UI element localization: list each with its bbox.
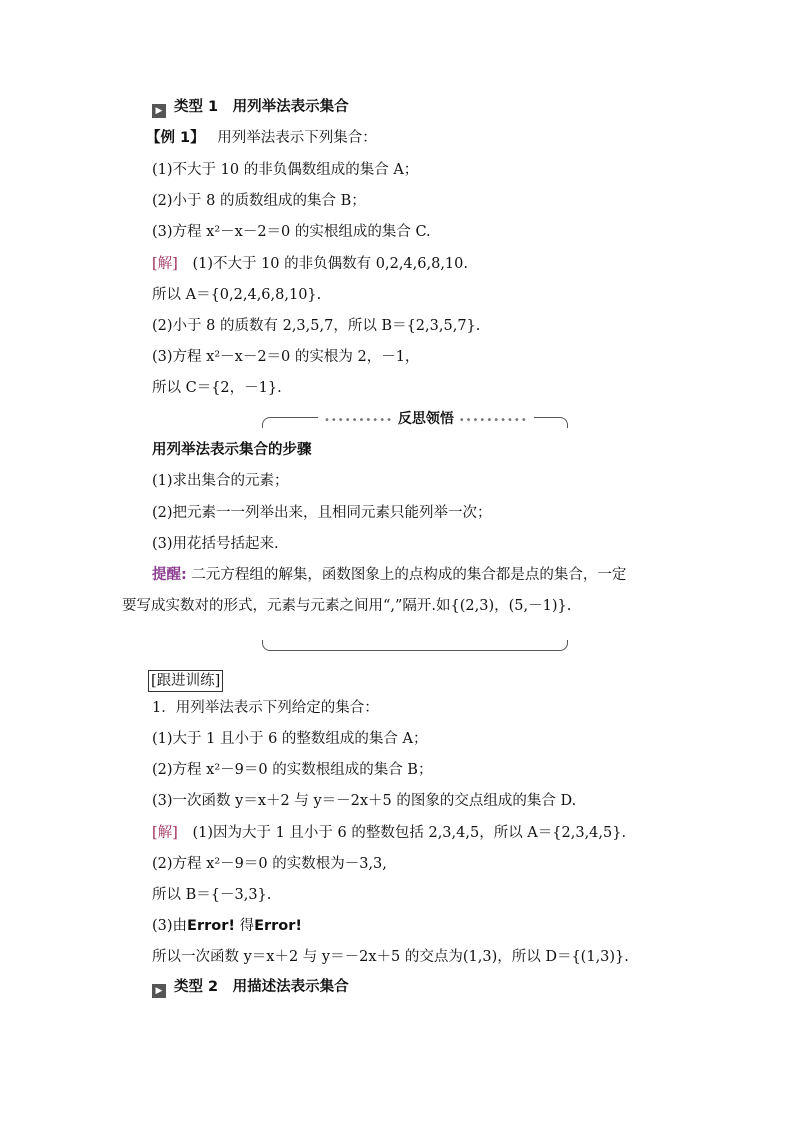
example-q1: (1)不大于 10 的非负偶数组成的集合 A； <box>152 162 419 178</box>
practice-answer2: (2)方程 x²－9＝0 的实数根为－3,3, <box>152 856 387 872</box>
solution1-line2: 所以 A＝{0,2,4,6,8,10}. <box>152 287 322 303</box>
practice-answer3: 所以 B＝{－3,3}. <box>152 887 272 903</box>
dots-decoration-left-icon: •••••••••• <box>324 415 393 426</box>
section2-heading-text: 类型 2 用描述法表示集合 <box>174 979 349 995</box>
solution1-tag: [解] <box>152 256 178 272</box>
reflection-box-bottom <box>262 640 568 651</box>
practice-answer4-mid: 得 <box>234 918 255 934</box>
section1-heading <box>152 97 349 118</box>
reflection-step1: (1)求出集合的元素； <box>152 473 289 489</box>
solution1-line3: (2)小于 8 的质数有 2,3,5,7，所以 B＝{2,3,5,7}. <box>152 318 481 334</box>
practice-q1: (1)大于 1 且小于 6 的整数组成的集合 A； <box>152 731 428 747</box>
play-triangle-icon: ▶ <box>152 984 166 998</box>
solution1-line5: 所以 C＝{2，－1}. <box>152 380 282 396</box>
reflection-step2: (2)把元素一一列举出来，且相同元素只能列举一次； <box>152 505 492 521</box>
practice-answer5: 所以一次函数 y＝x＋2 与 y＝－2x＋5 的交点为(1,3)，所以 D＝{(1,3)}. <box>152 949 629 965</box>
play-triangle-icon: ▶ <box>152 104 166 118</box>
example-q2: (2)小于 8 的质数组成的集合 B； <box>152 193 366 209</box>
error-text-1: Error! <box>187 918 235 934</box>
example-title <box>146 128 377 148</box>
practice-answer4-pre: (3)由 <box>152 918 188 934</box>
practice-q3: (3)一次函数 y＝x＋2 与 y＝－2x＋5 的图象的交点组成的集合 D. <box>152 793 577 809</box>
tip-line1-text: 二元方程组的解集，函数图象上的点构成的集合都是点的集合，一定 <box>191 567 627 583</box>
example-label: 【例 1】 <box>146 130 205 146</box>
dots-decoration-right-icon: •••••••••• <box>458 415 528 426</box>
practice-tag: [解] <box>152 825 178 841</box>
error-text-2: Error! <box>254 918 303 934</box>
reflection-title-text: 反思领悟 <box>397 411 454 427</box>
reflection-title <box>318 408 534 428</box>
practice-answer4 <box>152 916 302 936</box>
solution1-line1-text: (1)不大于 10 的非负偶数有 0,2,4,6,8,10. <box>192 256 468 272</box>
practice-answer1-text: (1)因为大于 1 且小于 6 的整数包括 2,3,4,5，所以 A＝{2,3,4,5}. <box>192 825 627 841</box>
reflection-tip-line2: 要写成实数对的形式，元素与元素之间用“,”隔开.如{(2,3)，(5,－1)}. <box>122 598 572 614</box>
reflection-step3: (3)用花括号括起来. <box>152 536 279 552</box>
reflection-tip-line1 <box>152 565 626 585</box>
section2-heading <box>152 977 349 998</box>
practice-heading-text: [跟进训练] <box>148 670 223 692</box>
tip-label: 提醒: <box>152 567 187 583</box>
practice-answer1 <box>152 823 626 843</box>
section1-heading-text: 类型 1 用列举法表示集合 <box>174 99 349 115</box>
practice-q2: (2)方程 x²－9＝0 的实数根组成的集合 B； <box>152 762 433 778</box>
practice-intro: 1．用列举法表示下列给定的集合： <box>152 700 379 716</box>
solution1-line4: (3)方程 x²－x－2＝0 的实根为 2，－1， <box>152 349 420 365</box>
example-prompt: 用列举法表示下列集合： <box>217 130 377 146</box>
reflection-subtitle: 用列举法表示集合的步骤 <box>152 442 312 458</box>
practice-heading <box>148 670 223 692</box>
solution1-line1 <box>152 254 468 274</box>
example-q3: (3)方程 x²－x－2＝0 的实根组成的集合 C. <box>152 224 431 240</box>
